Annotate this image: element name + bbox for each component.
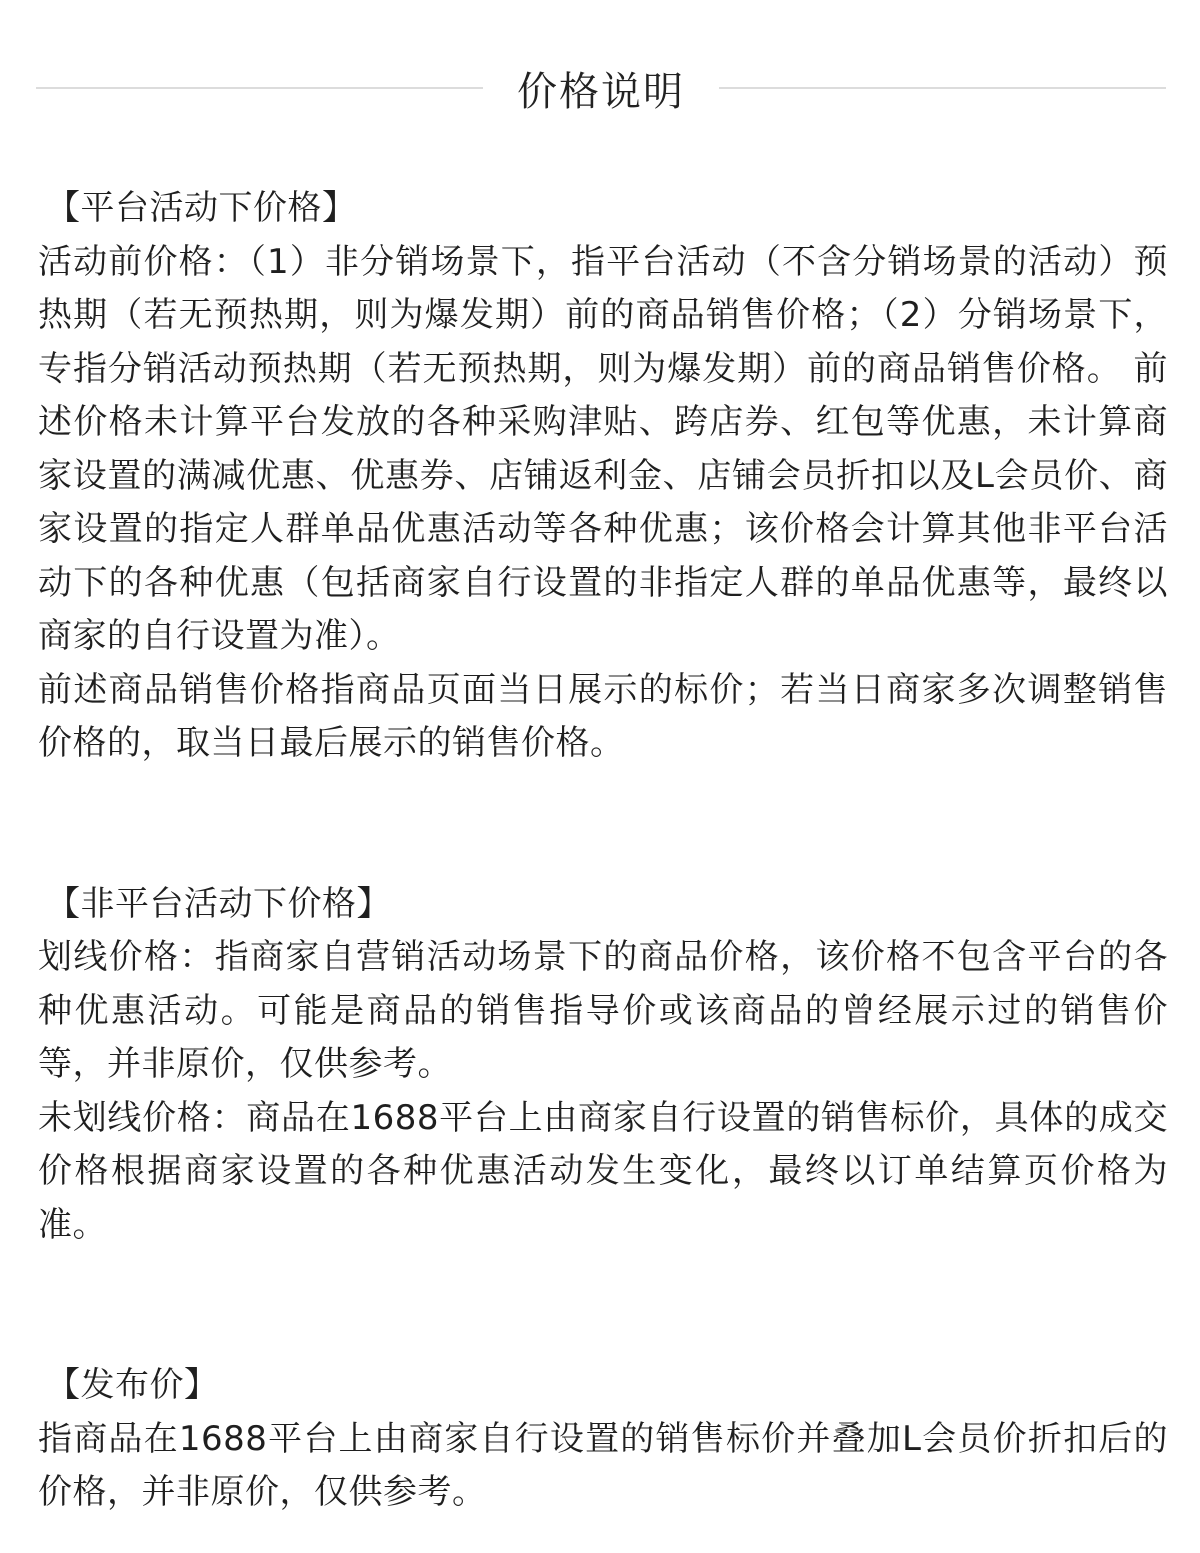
paragraph-published-price: 指商品在1688平台上由商家自行设置的销售标价并叠加L会员价折扣后的价格，并非原价，仅供参考。 <box>38 1418 1168 1512</box>
paragraph-sales-price-definition: 前述商品销售价格指商品页面当日展示的标价；若当日商家多次调整销售价格的，取当日最后展示的销售价格。 <box>38 669 1168 763</box>
header-divider-left <box>36 87 483 89</box>
price-description-content <box>38 182 1168 1520</box>
section-title: 【平台活动下价格】 <box>46 188 357 228</box>
section-title: 【非平台活动下价格】 <box>46 883 391 924</box>
paragraph-strikethrough-price: 划线价格：指商家自营销活动场景下的商品价格，该价格不包含平台的各种优惠活动。可能是商品的销售指导价或该商品的曾经展示过的销售价等，并非原价，仅供参考。 <box>38 937 1168 1084</box>
section-platform-activity-price <box>38 182 1168 771</box>
section-title: 【发布价】 <box>46 1365 219 1405</box>
section-spacer <box>38 1252 1168 1359</box>
section-published-price <box>38 1359 1168 1520</box>
paragraph-non-strikethrough-price: 未划线价格：商品在1688平台上由商家自行设置的销售标价，具体的成交价格根据商家设置的各种优惠活动发生变化，最终以订单结算页价格为准。 <box>38 1097 1168 1245</box>
section-spacer <box>38 771 1168 878</box>
page-title: 价格说明 <box>517 68 685 115</box>
section-non-platform-activity-price <box>38 878 1168 1253</box>
header-divider-right <box>719 87 1166 89</box>
page-header <box>36 58 1166 118</box>
paragraph-pre-activity-price: 活动前价格：（1）非分销场景下，指平台活动（不含分销场景的活动）预热期（若无预热期，则为爆发期）前的商品销售价格；（2）分销场景下，专指分销活动预热期（若无预热期，则为爆发期）前的商品销售价格。 前述价格未计算平台发放的各种采购津贴、跨店券、红包等优惠，未计算商家设置的满减优惠、优惠券、店铺返利金、店铺会员折扣以及L会员价、商家设置的指定人群单品优惠活动等各种优惠；该价格会计算其他非平台活动下的各种优惠（包括商家自行设置的非指定人群的单品优惠等，最终以商家的自行设置为准）。 <box>38 241 1168 656</box>
